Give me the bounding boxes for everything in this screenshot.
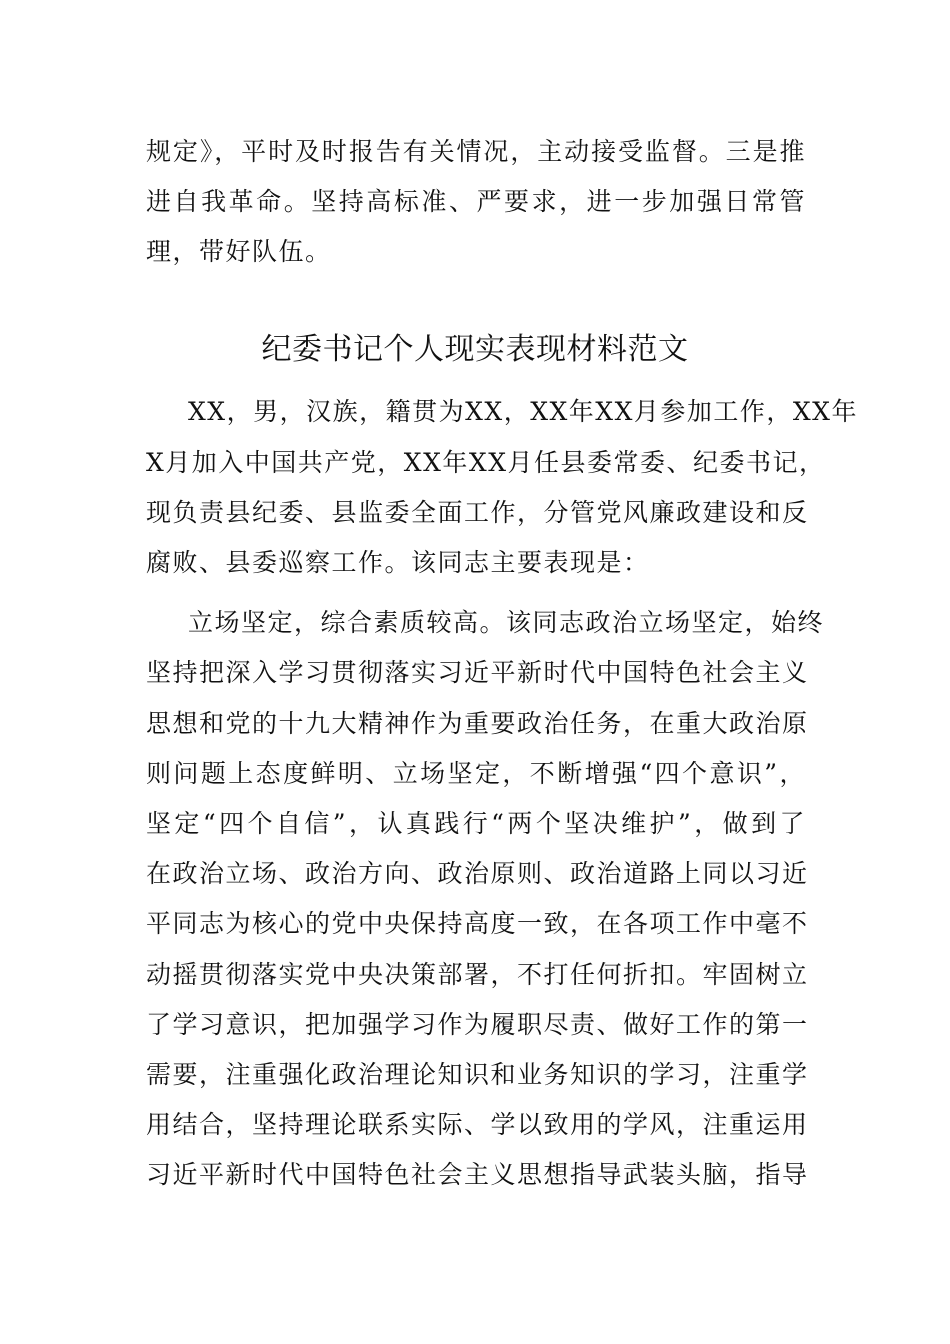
paragraph1-line-3: 现负责县纪委、县监委全面工作，分管党风廉政建设和反	[146, 498, 809, 527]
document-title: 纪委书记个人现实表现材料范文	[261, 332, 689, 367]
paragraph2-line-2: 坚持把深入学习贯彻落实习近平新时代中国特色社会主义	[146, 658, 809, 687]
paragraph2-line-8: 动摇贯彻落实党中央决策部署，不打任何折扣。牢固树立	[146, 960, 809, 989]
intro-line-3: 理，带好队伍。	[146, 237, 332, 266]
paragraph2-line-12: 习近平新时代中国特色社会主义思想指导武装头脑，指导	[146, 1160, 809, 1189]
paragraph1-line-2: X月加入中国共产党，XX年XX月任县委常委、纪委书记，	[146, 448, 826, 477]
paragraph1-line-1: XX，男，汉族，籍贯为XX，XX年XX月参加工作，XX年	[188, 397, 858, 426]
paragraph2-line-9: 了学习意识，把加强学习作为履职尽责、做好工作的第一	[146, 1010, 809, 1039]
paragraph2-line-1: 立场坚定，综合素质较高。该同志政治立场坚定，始终	[188, 608, 825, 637]
intro-line-1: 规定》，平时及时报告有关情况，主动接受监督。三是推	[146, 137, 806, 166]
paragraph1-line-4: 腐败、县委巡察工作。该同志主要表现是：	[146, 548, 650, 577]
paragraph2-line-5: 坚定“四个自信”，认真践行“两个坚决维护”，做到了	[146, 809, 806, 838]
paragraph2-line-11: 用结合，坚持理论联系实际、学以致用的学风，注重运用	[146, 1110, 809, 1139]
paragraph2-line-6: 在政治立场、政治方向、政治原则、政治道路上同以习近	[146, 859, 809, 888]
paragraph2-line-4: 则问题上态度鲜明、立场坚定，不断增强“四个意识”，	[146, 759, 806, 788]
paragraph2-line-7: 平同志为核心的党中央保持高度一致，在各项工作中毫不	[146, 909, 809, 938]
paragraph2-line-3: 思想和党的十九大精神作为重要政治任务，在重大政治原	[146, 709, 809, 738]
intro-line-2: 进自我革命。坚持高标准、严要求，进一步加强日常管	[146, 187, 806, 216]
paragraph2-line-10: 需要，注重强化政治理论知识和业务知识的学习，注重学	[146, 1060, 809, 1089]
